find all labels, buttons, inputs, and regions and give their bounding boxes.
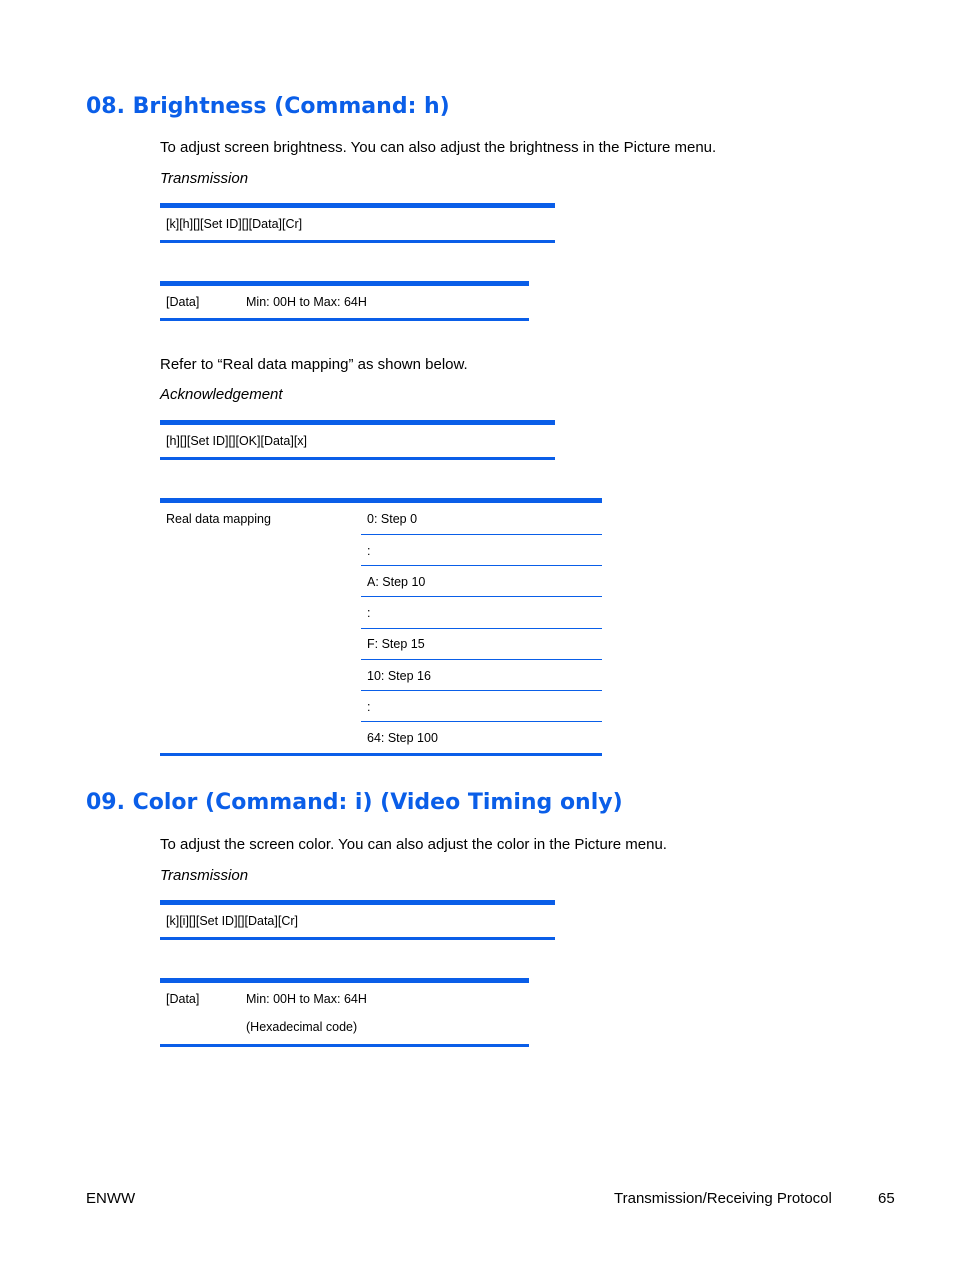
row-divider — [361, 721, 602, 722]
row-divider — [361, 628, 602, 629]
mapping-table — [160, 498, 602, 756]
section-09-heading: 09. Color (Command: i) (Video Timing only) — [86, 790, 623, 815]
mapping-row: 10: Step 16 — [367, 669, 431, 683]
data-range: Min: 00H to Max: 64H — [246, 992, 367, 1006]
section-08-transmission-table — [160, 203, 555, 243]
mapping-row: : — [367, 544, 371, 558]
section-09-data-table — [160, 978, 529, 1047]
mapping-row: 64: Step 100 — [367, 731, 438, 745]
refer-text: Refer to “Real data mapping” as shown below. — [160, 356, 468, 373]
data-key: [Data] — [166, 992, 200, 1006]
section-09-intro: To adjust the screen color. You can also adjust the color in the Picture menu. — [160, 836, 667, 853]
ack-label: Acknowledgement — [160, 386, 283, 403]
data-range: Min: 00H to Max: 64H — [246, 295, 367, 309]
transmission-code: [k][h][][Set ID][][Data][Cr] — [166, 217, 303, 231]
footer-title: Transmission/Receiving Protocol — [614, 1190, 832, 1207]
transmission-code: [k][i][][Set ID][][Data][Cr] — [166, 914, 298, 928]
row-divider — [361, 596, 602, 597]
footer-left: ENWW — [86, 1190, 136, 1207]
row-divider — [361, 659, 602, 660]
mapping-row: : — [367, 700, 371, 714]
ack-table — [160, 420, 555, 460]
row-divider — [361, 690, 602, 691]
section-08-heading: 08. Brightness (Command: h) — [86, 94, 450, 119]
mapping-row: 0: Step 0 — [367, 512, 418, 526]
section-08-data-table — [160, 281, 529, 321]
mapping-row: : — [367, 606, 371, 620]
row-divider — [361, 534, 602, 535]
ack-code: [h][][Set ID][][OK][Data][x] — [166, 434, 308, 448]
mapping-label: Real data mapping — [166, 512, 271, 526]
page-number: 65 — [878, 1190, 895, 1207]
section-08-intro: To adjust screen brightness. You can also adjust the brightness in the Picture menu. — [160, 139, 717, 156]
row-divider — [361, 565, 602, 566]
mapping-row: F: Step 15 — [367, 637, 425, 651]
data-key: [Data] — [166, 295, 200, 309]
mapping-row: A: Step 10 — [367, 575, 426, 589]
section-09-transmission-table — [160, 900, 555, 940]
section-09-transmission-label: Transmission — [160, 867, 249, 884]
data-note: (Hexadecimal code) — [246, 1020, 358, 1034]
section-08-transmission-label: Transmission — [160, 170, 249, 187]
